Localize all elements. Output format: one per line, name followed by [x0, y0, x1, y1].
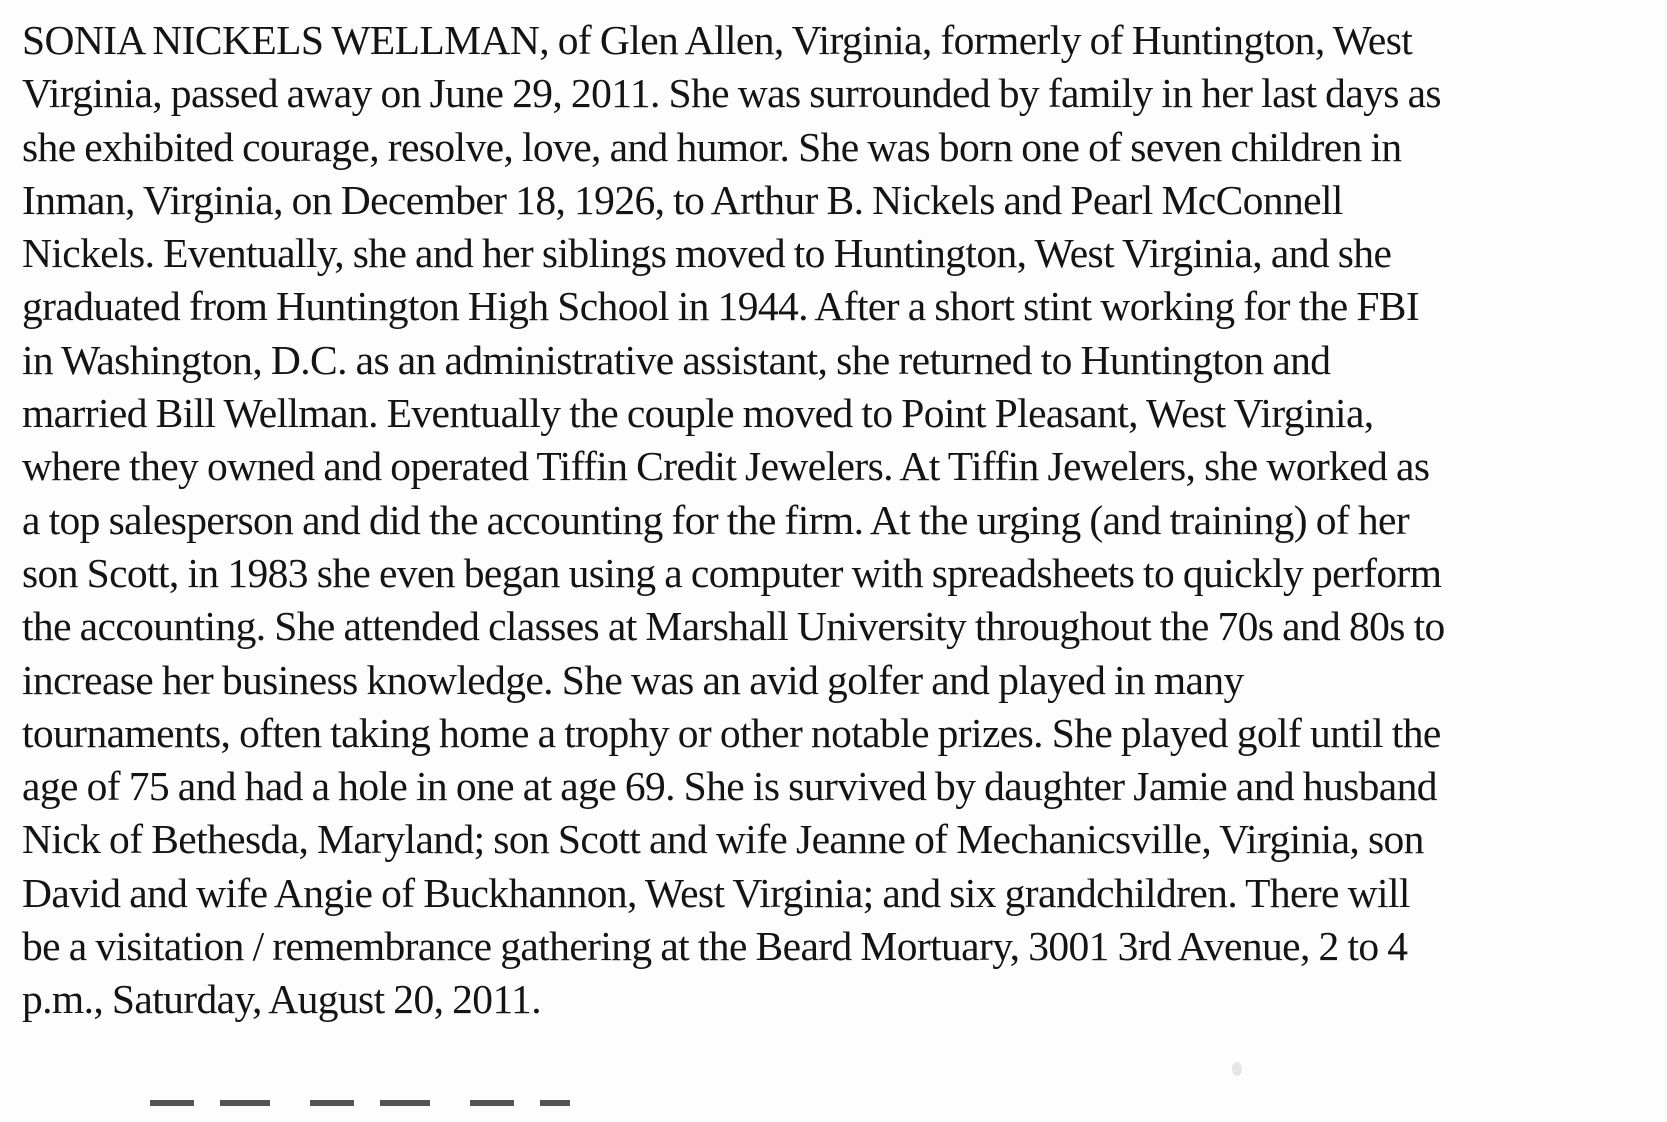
obituary-line: in Washington, D.C. as an administrative assistant, she returned to Huntington and: [22, 336, 1331, 383]
obituary-line: the accounting. She attended classes at Marshall University throughout the 70s and 80s to: [22, 603, 1445, 650]
obituary-line: Inman, Virginia, on December 18, 1926, to Arthur B. Nickels and Pearl McConnell: [22, 176, 1343, 223]
obituary-line: increase her business knowledge. She was an avid golfer and played in many: [22, 656, 1244, 703]
obituary-line: graduated from Huntington High School in 1944. After a short stint working for the FBI: [22, 283, 1420, 330]
obituary-line: p.m., Saturday, August 20, 2011.: [22, 976, 541, 1023]
obituary-line: tournaments, often taking home a trophy or other notable prizes. She played golf until the: [22, 709, 1441, 756]
cut-off-text-fragment: [150, 1100, 570, 1106]
obituary-line: son Scott, in 1983 she even began using a computer with spreadsheets to quickly perform: [22, 549, 1442, 596]
obituary-line: she exhibited courage, resolve, love, and humor. She was born one of seven children in: [22, 123, 1402, 170]
obituary-line: Virginia, passed away on June 29, 2011. She was surrounded by family in her last days as: [22, 70, 1441, 117]
obituary-line: Nickels. Eventually, she and her siblings moved to Huntington, West Virginia, and she: [22, 230, 1392, 277]
obituary-line: David and wife Angie of Buckhannon, West Virginia; and six grandchildren. There will: [22, 869, 1410, 916]
obituary-line: Nick of Bethesda, Maryland; son Scott and wife Jeanne of Mechanicsville, Virginia, son: [22, 816, 1424, 863]
obituary-line: where they owned and operated Tiffin Credit Jewelers. At Tiffin Jewelers, she worked as: [22, 443, 1430, 490]
obituary-line: age of 75 and had a hole in one at age 69. She is survived by daughter Jamie and husband: [22, 763, 1437, 810]
obituary-text: [22, 14, 1647, 1027]
scan-speck: [1232, 1062, 1242, 1076]
obituary-line: be a visitation / remembrance gathering at the Beard Mortuary, 3001 3rd Avenue, 2 to 4: [22, 923, 1408, 970]
obituary-line: married Bill Wellman. Eventually the couple moved to Point Pleasant, West Virginia,: [22, 390, 1374, 437]
obituary-line: SONIA NICKELS WELLMAN, of Glen Allen, Virginia, formerly of Huntington, West: [22, 17, 1413, 63]
obituary-line: a top salesperson and did the accounting for the firm. At the urging (and training) of her: [22, 496, 1410, 543]
